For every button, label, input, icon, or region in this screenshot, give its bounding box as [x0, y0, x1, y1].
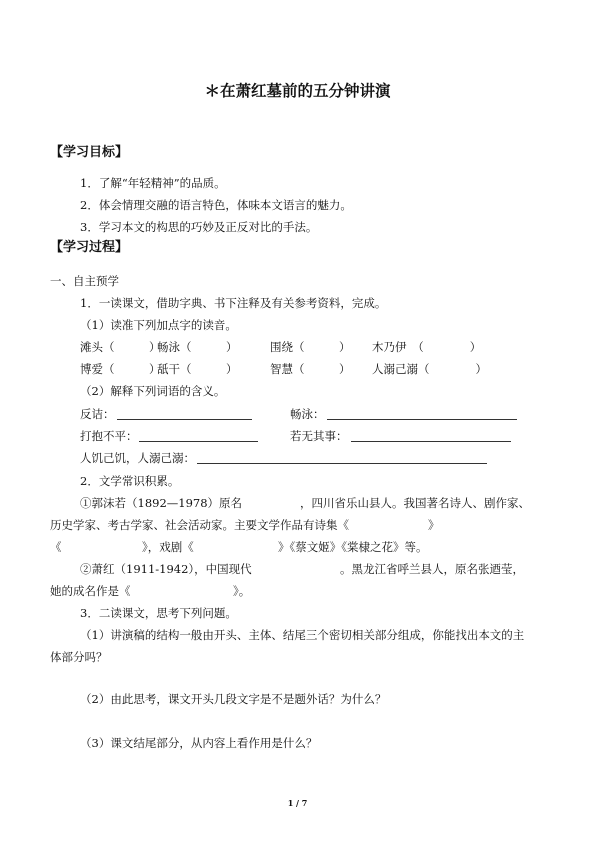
question-text: 体部分吗？ [50, 650, 108, 664]
answer-line[interactable] [197, 463, 487, 464]
page-number: 1 / 7 [287, 798, 308, 808]
lit-text: 。黑龙江省呼兰县人，原名张迺莹， [340, 562, 524, 576]
vocab-label: 若无其事： [290, 429, 348, 443]
vocab-label: 畅泳： [290, 407, 325, 421]
objectives-heading: 【学习目标】 [50, 145, 129, 160]
question-text: （3）课文结尾部分，从内容上看作用是什么？ [80, 736, 318, 750]
answer-line[interactable] [351, 441, 511, 442]
answer-line[interactable] [139, 441, 258, 442]
question-text: （1）读准下列加点字的读音。 [80, 318, 237, 332]
pron-item: 博爱（ ） [80, 362, 161, 376]
vocab-label: 人饥己饥，人溺己溺： [80, 451, 195, 465]
vocab-label: 反诘： [80, 407, 115, 421]
question-text: （2）解释下列词语的含义。 [80, 384, 226, 398]
objective-item: 2．体会情理交融的语言特色，体味本文语言的魅力。 [80, 198, 352, 212]
pron-item: 舐干（ ） [157, 362, 238, 376]
pron-item: 人溺己溺（ ） [372, 362, 487, 376]
answer-line[interactable] [327, 419, 517, 420]
lit-text: 》。 [233, 584, 251, 598]
step-text: 2．文学常识积累。 [80, 474, 180, 488]
answer-line[interactable] [117, 419, 252, 420]
lit-text: 她的成名作是《 [50, 584, 131, 598]
part-title: 一、自主预学 [50, 274, 119, 288]
pron-item: 滩头（ ） [80, 340, 161, 354]
vocab-label: 打抱不平： [80, 429, 138, 443]
pron-item: 围绕（ ） [270, 340, 351, 354]
lit-text: 历史学家、考古学家、社会活动家。主要文学作品有诗集《 [50, 518, 349, 532]
pron-item: 畅泳（ ） [157, 340, 238, 354]
question-text: （2）由此思考，课文开头几段文字是不是题外话？为什么？ [80, 692, 387, 706]
lit-text: 》 [428, 518, 440, 532]
question-text: （1）讲演稿的结构一般由开头、主体、结尾三个密切相关部分组成，你能找出本文的主 [80, 628, 525, 642]
process-heading: 【学习过程】 [50, 240, 129, 255]
lit-text: 》《蔡文姬》《棠棣之花》等。 [278, 540, 428, 554]
step-text: 3．二读课文，思考下列问题。 [80, 606, 237, 620]
step-text: 1．一读课文，借助字典、书下注释及有关参考资料，完成。 [80, 296, 387, 310]
lit-text: 《 [50, 540, 62, 554]
pron-item: 木乃伊 （ ） [372, 340, 482, 354]
pron-item: 智慧（ ） [270, 362, 351, 376]
lit-text: ，四川省乐山县人。我国著名诗人、剧作家、 [300, 496, 530, 510]
lit-text: 》，戏剧《 [142, 540, 194, 554]
lit-text: ①郭沫若（1892—1978）原名 [80, 496, 243, 510]
objective-item: 1．了解“年轻精神”的品质。 [80, 176, 226, 190]
page-title: ＊在萧红墓前的五分钟讲演 [204, 82, 391, 100]
lit-text: ②萧红（1911-1942），中国现代 [80, 562, 252, 576]
objective-item: 3．学习本文的构思的巧妙及正反对比的手法。 [80, 220, 318, 234]
